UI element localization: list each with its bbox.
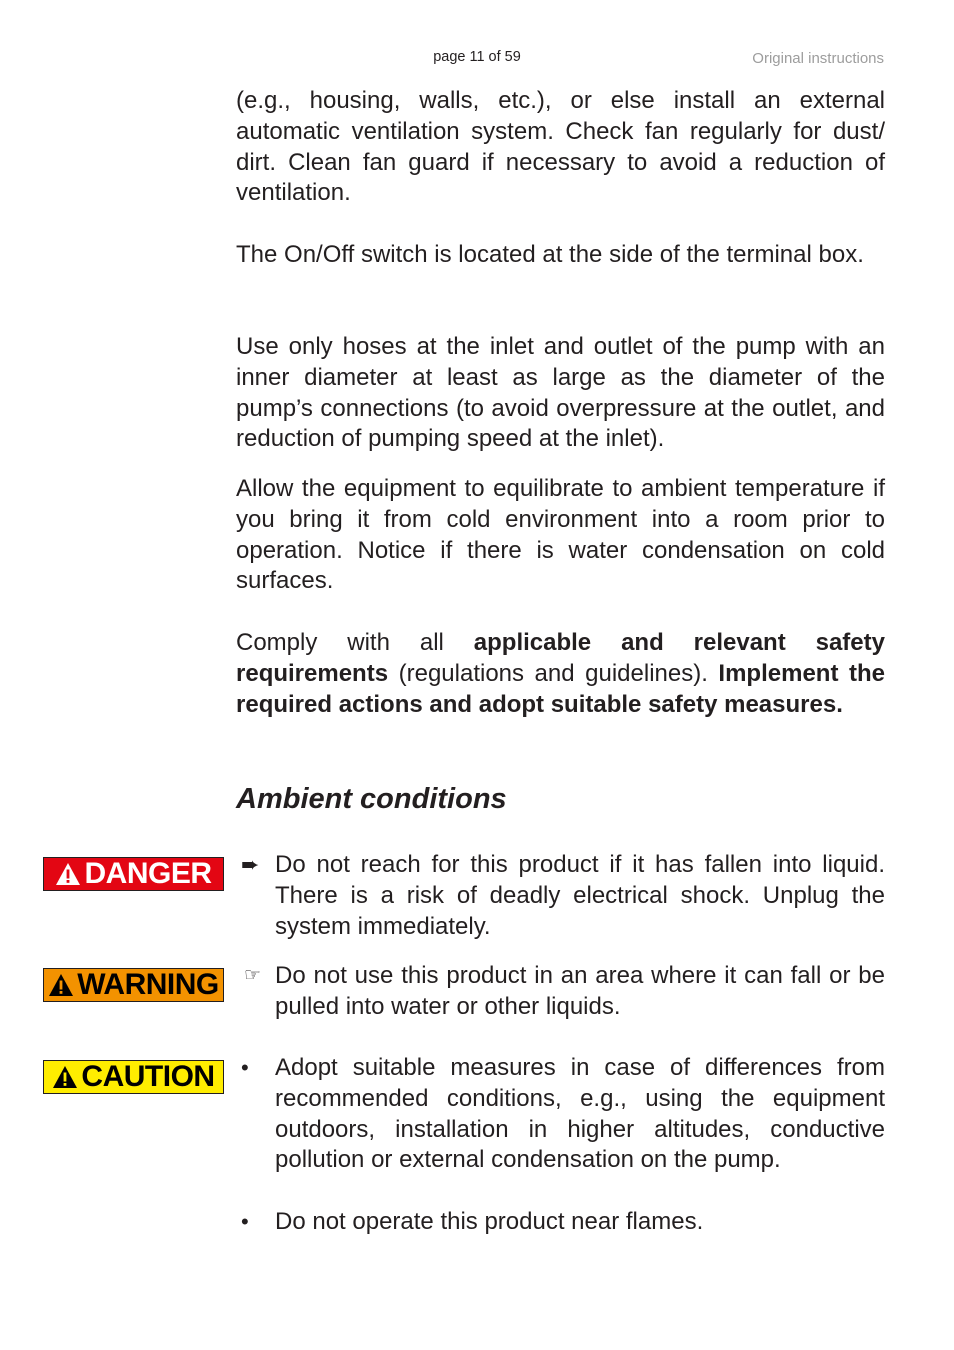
arrow-right-icon: ➨: [241, 852, 260, 877]
safety-bold-2: Implement the required actions and adopt suitable safety measures.: [236, 659, 885, 718]
caution-label: CAUTION: [81, 1060, 215, 1093]
paragraph-ventilation: (e.g., housing, walls, etc.), or else install an external automatic ventilation system. Check fan regularly for dust/ dirt. Clean fan guard if necessary to avoid a reduction of ventilation.: [236, 87, 885, 207]
safety-text-1: Comply with all: [236, 629, 474, 656]
pointing-hand-icon: ☞: [244, 965, 262, 986]
list-item: Do not reach for this product if it has fallen into liquid. There is a risk of deadly electrical shock. Unplug the system immediately.: [275, 851, 885, 940]
list-item: Adopt suitable measures in case of differences from recommended conditions, e.g., using the equipment outdoors, installation in higher altitudes, conductive pollution or external condensation on the pump.: [275, 1054, 885, 1174]
warning-label: WARNING: [77, 968, 219, 1001]
danger-label: DANGER: [84, 857, 212, 890]
warning-badge: [43, 968, 224, 1002]
list-item: Do not use this product in an area where it can fall or be pulled into water or other liquids.: [275, 962, 885, 1020]
safety-bold-1: applicable and relevant safety requirements: [236, 629, 885, 687]
warning-triangle-icon: [52, 1065, 78, 1089]
safety-text-2: (regulations and guidelines).: [388, 659, 719, 687]
page-number: page 11 of 59: [433, 49, 521, 65]
warning-triangle-icon: [48, 973, 74, 997]
paragraph-temperature: Allow the equipment to equilibrate to ambient temperature if you bring it from cold environment into a room prior to operation. Notice if there is water condensation on cold surfaces.: [236, 475, 885, 595]
caution-badge: [43, 1060, 224, 1094]
danger-badge: [43, 857, 224, 891]
paragraph-hoses: Use only hoses at the inlet and outlet of the pump with an inner diameter at least as large as the diameter of the pump’s connections (to avoid overpressure at the outlet, and reduction of pumping speed at the inlet).: [236, 333, 885, 453]
bullet-icon: •: [241, 1055, 249, 1080]
section-title: Ambient conditions: [236, 783, 507, 815]
bullet-icon: •: [241, 1209, 249, 1234]
warning-triangle-icon: [55, 862, 81, 886]
paragraph-safety-requirements: [236, 628, 885, 720]
list-item: Do not operate this product near flames.: [275, 1208, 704, 1235]
paragraph-switch: The On/Off switch is located at the side of the terminal box.: [236, 241, 864, 268]
document-type-label: Original instructions: [752, 50, 884, 67]
